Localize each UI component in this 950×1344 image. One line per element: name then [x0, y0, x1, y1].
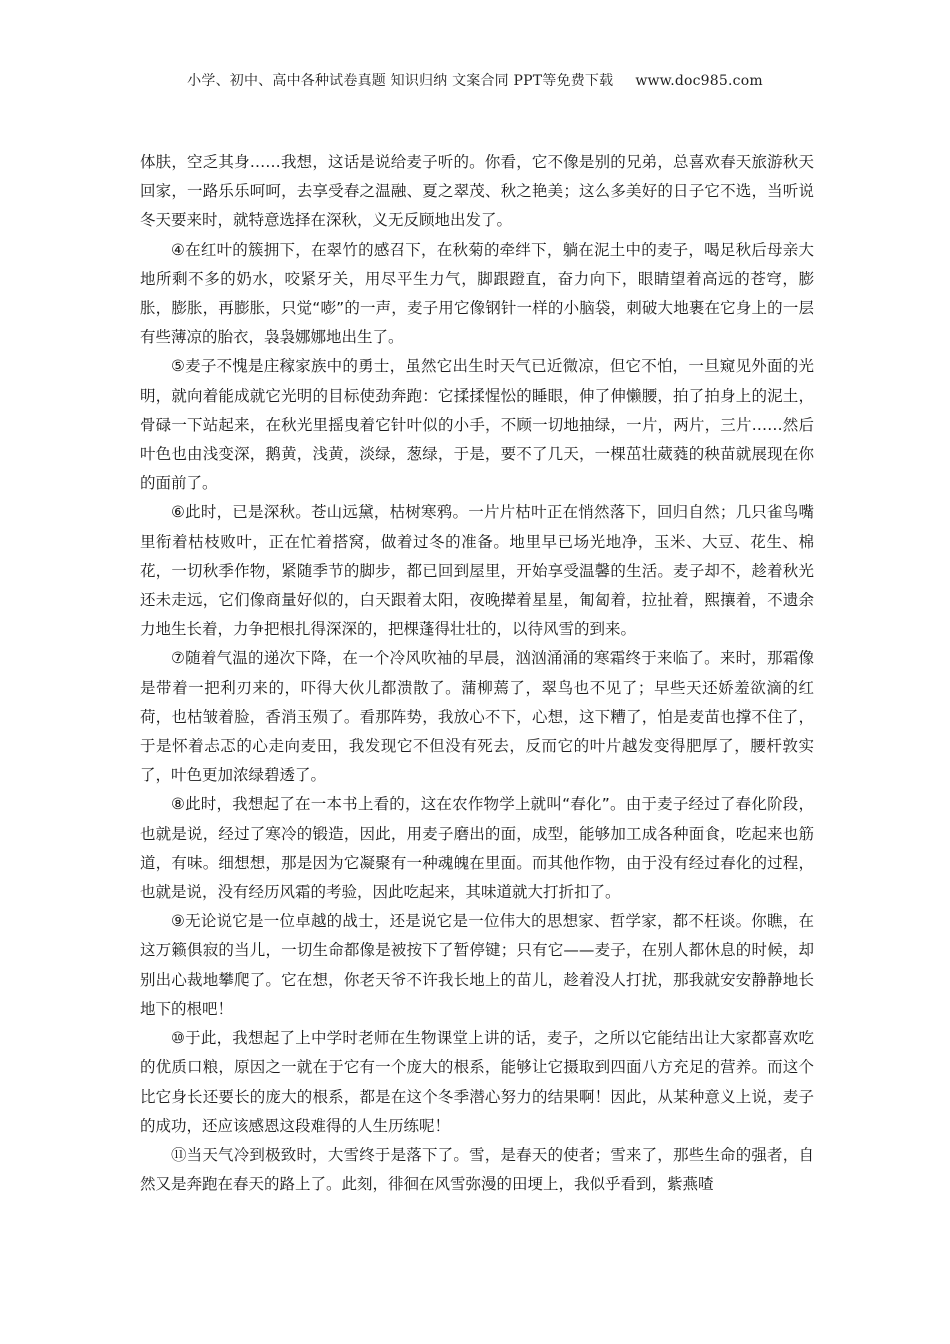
header-text: 小学、初中、高中各种试卷真题 知识归纳 文案合同 PPT等免费下载 [187, 73, 614, 89]
paragraph-10: ⑩于此，我想起了上中学时老师在生物课堂上讲的话，麦子，之所以它能结出让大家都喜欢吃的优质口粮，原因之一就在于它有一个庞大的根系，能够让它摄取到四面八方充足的营养。而这个比它身长还要长的庞大的根系，都是在这个冬季潜心努力的结果啊！因此，从某种意义上说，麦子的成功，还应该感恩这段难得的人生历练呢！ [140, 1029, 814, 1135]
paragraph-9: ⑨无论说它是一位卓越的战士，还是说它是一位伟大的思想家、哲学家，都不枉谈。你瞧，在这万籁俱寂的当儿，一切生命都像是被按下了暂停键；只有它——麦子，在别人都休息的时候，却别出心裁地攀爬了。它在想，你老天爷不许我长地上的苗儿，趁着没人打扰，那我就安安静静地长地下的根吧！ [140, 912, 814, 1018]
paragraph-4: ④在红叶的簇拥下，在翠竹的感召下，在秋菊的牵绊下，躺在泥土中的麦子，喝足秋后母亲大地所剩不多的奶水，咬紧牙关，用尽平生力气，脚跟蹬直，奋力向下，眼睛望着高远的苍穹，膨胀，膨胀，再膨胀，只觉“嘭”的一声，麦子用它像钢针一样的小脑袋，刺破大地裹在它身上的一层有些薄凉的胎衣，袅袅娜娜地出生了。 [140, 240, 814, 347]
page-header [0, 70, 950, 90]
paragraph-6: ⑥此时，已是深秋。苍山远黛，枯树寒鸦。一片片枯叶正在悄然落下，回归自然；几只雀鸟嘴里衔着枯枝败叶，正在忙着搭窝，做着过冬的准备。地里早已场光地净，玉米、大豆、花生、棉花，一切秋季作物，紧随季节的脚步，都已回到屋里，开始享受温馨的生活。麦子却不，趁着秋光还未走远，它们像商量好似的，白天跟着太阳，夜晚撵着星星，匍匐着，拉扯着，熙攘着，不遗余力地生长着，力争把根扎得深深的，把棵蓬得壮壮的，以待风雪的到来。 [140, 503, 814, 639]
paragraph-7: ⑦随着气温的递次下降，在一个冷风吹袖的早晨，汹汹涌涌的寒霜终于来临了。来时，那霜像是带着一把利刃来的，吓得大伙儿都溃散了。蒲柳蔫了，翠鸟也不见了；早些天还娇羞欲滴的红荷，也枯皱着脸，香消玉殒了。看那阵势，我放心不下，心想，这下糟了，怕是麦苗也撑不住了，于是怀着忐忑的心走向麦田，我发现它不但没有死去，反而它的叶片越发变得肥厚了，腰杆敦实了，叶色更加浓绿碧透了。 [140, 649, 814, 785]
article-body [140, 148, 814, 1199]
paragraph-11: ⑪当天气冷到极致时，大雪终于是落下了。雪，是春天的使者；雪来了，那些生命的强者，自然又是奔跑在春天的路上了。此刻，徘徊在风雪弥漫的田埂上，我似乎看到，紫燕喳 [140, 1145, 814, 1194]
paragraph-5: ⑤麦子不愧是庄稼家族中的勇士，虽然它出生时天气已近微凉，但它不怕，一旦窥见外面的光明，就向着能成就它光明的目标使劲奔跑：它揉揉惺忪的睡眼，伸了伸懒腰，拍了拍身上的泥土，骨碌一下站起来，在秋光里摇曳着它针叶似的小手，不顾一切地抽绿，一片，两片，三片……然后叶色也由浅变深，鹅黄，浅黄，淡绿，葱绿，于是，要不了几天，一棵茁壮葳蕤的秧苗就展现在你的面前了。 [140, 357, 814, 493]
paragraph-8: ⑧此时，我想起了在一本书上看的，这在农作物学上就叫“春化”。由于麦子经过了春化阶段，也就是说，经过了寒冷的锻造，因此，用麦子磨出的面，成型，能够加工成各种面食，吃起来也筋道，有味。细想想，那是因为它凝聚有一种魂魄在里面。而其他作物，由于没有经过春化的过程，也就是说，没有经历风霜的考验，因此吃起来，其味道就大打折扣了。 [140, 795, 814, 902]
header-site-url: www.doc985.com [635, 73, 763, 89]
paragraph-continued: 体肤，空乏其身……我想，这话是说给麦子听的。你看，它不像是别的兄弟，总喜欢春天旅游秋天回家，一路乐乐呵呵，去享受春之温融、夏之翠茂、秋之艳美；这么多美好的日子它不选，当听说冬天要来时，就特意选择在深秋，义无反顾地出发了。 [140, 153, 814, 230]
